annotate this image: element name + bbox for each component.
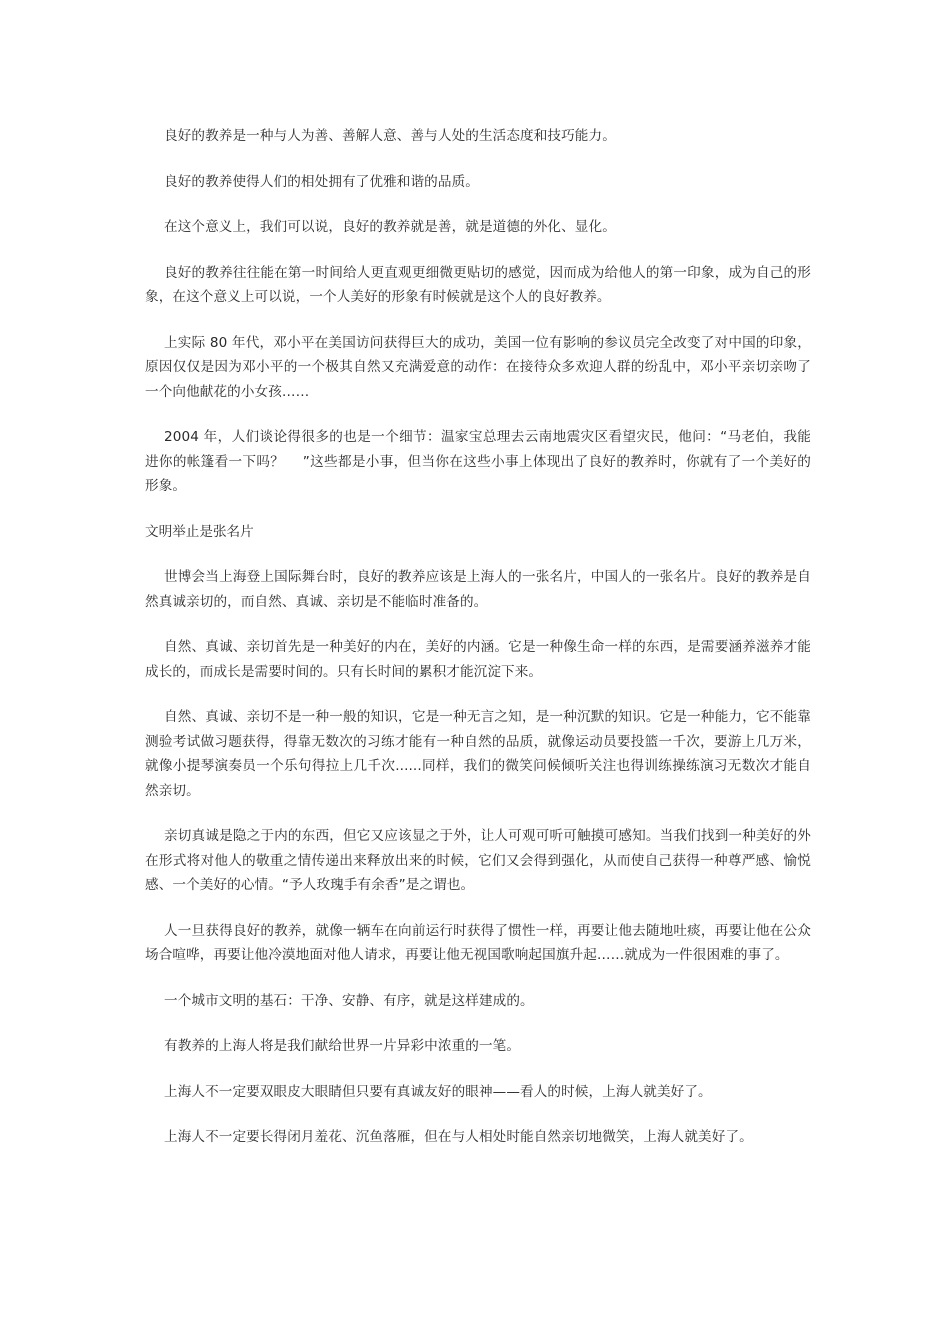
paragraph: 世博会当上海登上国际舞台时，良好的教养应该是上海人的一张名片，中国人的一张名片。良好的教养是自然真诚亲切的，而自然、真诚、亲切是不能临时准备的。 (145, 569, 811, 610)
paragraph: 自然、真诚、亲切首先是一种美好的内在，美好的内涵。它是一种像生命一样的东西，是需要涵养滋养才能成长的，而成长是需要时间的。只有长时间的累积才能沉淀下来。 (145, 639, 811, 680)
section-title: 文明举止是张名片 (145, 523, 254, 540)
paragraph: 良好的教养是一种与人为善、善解人意、善与人处的生活态度和技巧能力。 (164, 128, 616, 144)
paragraph: 亲切真诚是隐之于内的东西，但它又应该显之于外，让人可观可听可触摸可感知。当我们找到一种美好的外在形式将对他人的敬重之情传递出来释放出来的时候，它们又会得到强化，从而使自己获得一种尊严感、愉悦感、一个美好的心情。“予人玫瑰手有余香”是之谓也。 (145, 828, 811, 893)
paragraph: 人一旦获得良好的教养，就像一辆车在向前运行时获得了惯性一样，再要让他去随地吐痰，再要让他在公众场合喧哗，再要让他冷漠地面对他人请求，再要让他无视国歌响起国旗升起……就成为一件很困难的事了。 (145, 922, 811, 963)
paragraph: 上海人不一定要长得闭月羞花、沉鱼落雁，但在与人相处时能自然亲切地微笑，上海人就美好了。 (164, 1129, 753, 1145)
paragraph: 一个城市文明的基石：干净、安静、有序，就是这样建成的。 (164, 992, 534, 1009)
paragraph: 自然、真诚、亲切不是一种一般的知识，它是一种无言之知，是一种沉默的知识。它是一种能力，它不能靠测验考试做习题获得，得靠无数次的习练才能有一种自然的品质，就像运动员要投篮一千次，要游上几万米，就像小提琴演奏员一个乐句得拉上几千次......同样，我们的微笑问候倾听关注也得训练操练演习无数次才能自然亲切。 (145, 709, 811, 799)
document-body (145, 124, 811, 1171)
paragraph: 有教养的上海人将是我们献给世界一片异彩中浓重的一笔。 (164, 1038, 521, 1054)
paragraph: 上海人不一定要双眼皮大眼睛但只要有真诚友好的眼神——看人的时候，上海人就美好了。 (164, 1083, 712, 1100)
paragraph: 上实际 80 年代，邓小平在美国访问获得巨大的成功，美国一位有影响的参议员完全改变了对中国的印象，原因仅仅是因为邓小平的一个极其自然又充满爱意的动作：在接待众多欢迎人群的纷乱中，邓小平亲切亲吻了一个向他献花的小女孩…… (145, 334, 811, 400)
paragraph: 2004 年，人们谈论得很多的也是一个细节：温家宝总理去云南地震灾区看望灾民，他问：“马老伯，我能进你的帐篷看一下吗？ ”这些都是小事，但当你在这些小事上体现出了良好的教养时，你就有了一个美好的形象。 (145, 429, 811, 494)
paragraph: 良好的教养往往能在第一时间给人更直观更细微更贴切的感觉，因而成为给他人的第一印象，成为自己的形象，在这个意义上可以说，一个人美好的形象有时候就是这个人的良好教养。 (145, 264, 811, 305)
paragraph: 良好的教养使得人们的相处拥有了优雅和谐的品质。 (164, 173, 479, 190)
paragraph: 在这个意义上，我们可以说，良好的教养就是善，就是道德的外化、显化。 (164, 219, 616, 235)
